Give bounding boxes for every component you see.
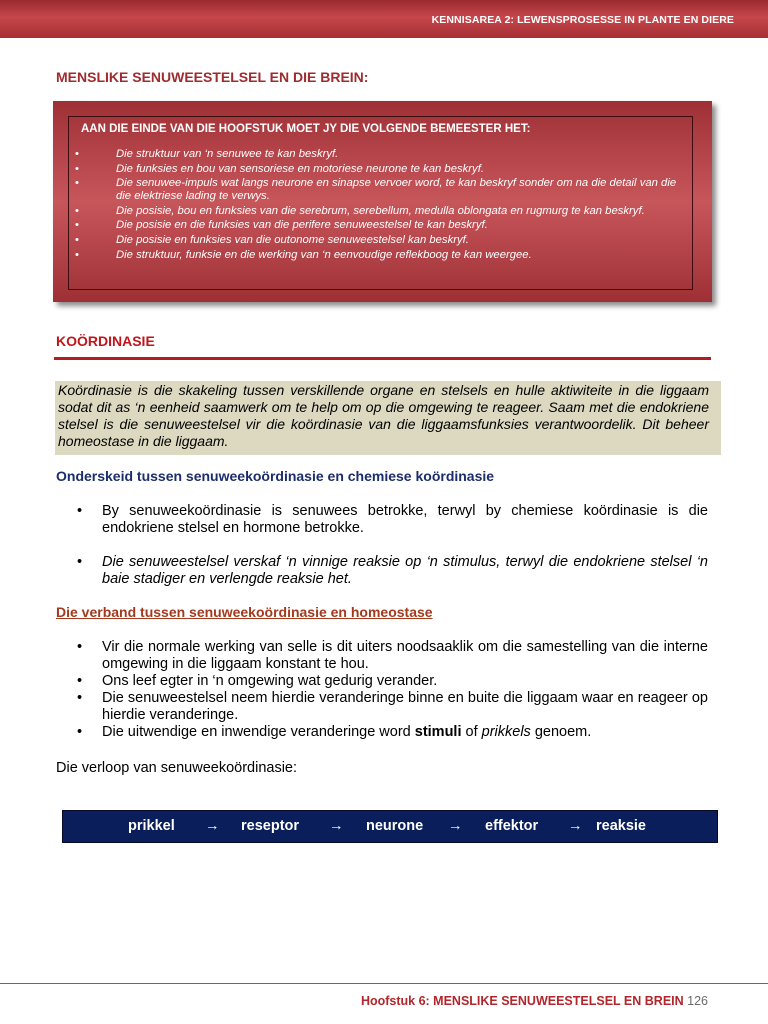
flow-step-reseptor: reseptor: [241, 818, 300, 834]
arrow-right-icon: →: [448, 818, 463, 834]
stimuli-term: stimuli: [414, 724, 462, 740]
homeostasis-list: [77, 639, 708, 741]
bullet-icon: •: [75, 204, 79, 217]
arrow-right-icon: →: [329, 818, 344, 834]
bullet-icon: •: [77, 503, 83, 519]
flow-step-effektor: effektor: [485, 818, 539, 834]
outcome-text: Die posisie en die funksies van die perifere senuweestelsel te kan beskryf.: [116, 219, 488, 232]
bullet-icon: •: [75, 233, 79, 246]
bullet-icon: •: [75, 148, 79, 160]
prikkels-term: prikkels: [481, 724, 531, 740]
bullet-icon: •: [75, 219, 79, 232]
outcome-item: [75, 205, 684, 218]
arrow-right-icon: →: [568, 818, 583, 834]
outcome-text: Die struktuur, funksie en die werking van ‘n eenvoudige reflekboog te kan weergee.: [116, 248, 532, 261]
outcome-text: Die funksies en bou van sensoriese en motoriese neurone te kan beskryf.: [116, 162, 484, 175]
definition-box: [55, 381, 721, 455]
list-item: [77, 503, 708, 537]
list-item-text: Die senuweestelsel verskaf ‘n vinnige reaksie op ‘n stimulus, terwyl die endokriene stelsel ‘n baie stadiger en verlengde reaksie het.: [102, 554, 708, 587]
footer-chapter: Hoofstuk 6: MENSLIKE SENUWEESTELSEL EN BREIN: [360, 994, 684, 1008]
list-item-text: [102, 724, 591, 740]
bullet-icon: •: [77, 554, 83, 570]
footer-divider: [0, 983, 768, 984]
homeostasis-heading: Die verband tussen senuweekoördinasie en homeostase: [56, 604, 433, 620]
bullet-icon: •: [77, 639, 83, 655]
list-item: [77, 724, 708, 741]
list-item: [77, 673, 708, 690]
difference-list: [77, 503, 708, 588]
bullet-icon: •: [77, 724, 83, 740]
outcome-text: Die struktuur van ‘n senuwee te kan beskryf.: [116, 148, 339, 160]
bullet-icon: •: [77, 690, 83, 706]
difference-heading: Onderskeid tussen senuweekoördinasie en chemiese koördinasie: [56, 468, 495, 484]
learning-outcomes-heading: AAN DIE EINDE VAN DIE HOOFSTUK MOET JY DIE VOLGENDE BEMEESTER HET:: [81, 123, 531, 135]
flow-step-neurone: neurone: [366, 818, 424, 834]
footer: [361, 994, 708, 1008]
coordination-flow-bar: [62, 810, 718, 843]
definition-text: Koördinasie is die skakeling tussen verskillende organe en stelsels en hulle aktiwiteite in die liggaam sodat dit as ‘n eenheid saamwerk om te help om op die omgewing te reageer. Saam met die endokriene stelsel is die senuweestelsel vir die koördinasie van die liggaamsfunksies verantwoordelik. Dit beheer homeostase in die liggaam.: [58, 382, 709, 449]
bullet-icon: •: [75, 162, 79, 175]
chapter-title: MENSLIKE SENUWEESTELSEL EN DIE BREIN:: [56, 69, 369, 85]
outcome-text: Die posisie en funksies van die outonome senuweestelsel kan beskryf.: [116, 233, 469, 246]
list-item-text: By senuweekoördinasie is senuwees betrokke, terwyl by chemiese koördinasie is die endokriene stelsel en hormone betrokke.: [102, 503, 708, 536]
page-number: 126: [687, 994, 708, 1008]
outcome-item: [75, 177, 684, 202]
outcome-item: [75, 148, 684, 161]
text-segment: genoem.: [530, 724, 592, 740]
bullet-icon: •: [75, 248, 79, 261]
list-item-text: Vir die normale werking van selle is dit uiters noodsaaklik om die samestelling van die interne omgewing in die liggaam konstant te hou.: [102, 639, 708, 672]
text-segment: Die uitwendige en inwendige veranderinge word: [102, 724, 415, 740]
section-title: KOÖRDINASIE: [56, 333, 155, 349]
arrow-right-icon: →: [205, 818, 220, 834]
learning-outcomes-list: [75, 148, 684, 263]
header-bar: [0, 0, 768, 38]
bullet-icon: •: [75, 177, 79, 190]
flow-step-reaksie: reaksie: [596, 818, 646, 834]
outcome-text: Die senuwee-impuls wat langs neurone en sinapse vervoer word, te kan beskryf sonder om na die detail van die die elektriese lading te verwys.: [116, 177, 677, 202]
outcome-item: [75, 219, 684, 232]
section-divider: [54, 357, 711, 360]
learning-outcomes-box: [53, 101, 712, 302]
list-item: [77, 690, 708, 724]
text-segment: of: [461, 724, 482, 740]
list-item-text: Ons leef egter in ‘n omgewing wat gedurig verander.: [102, 673, 438, 689]
flow-step-prikkel: prikkel: [128, 818, 175, 834]
outcome-text: Die posisie, bou en funksies van die serebrum, serebellum, medulla oblongata en rugmurg te kan beskryf.: [116, 204, 645, 217]
breadcrumb: KENNISAREA 2: LEWENSPROSESSE IN PLANTE EN DIERE: [431, 14, 734, 26]
list-item: [77, 554, 708, 588]
bullet-icon: •: [77, 673, 83, 689]
list-item: [77, 639, 708, 673]
outcome-item: [75, 234, 684, 247]
list-item-text: Die senuweestelsel neem hierdie veranderinge binne en buite die liggaam waar en reageer op hierdie veranderinge.: [102, 690, 708, 723]
learning-outcomes-frame: [68, 116, 693, 290]
outcome-item: [75, 249, 684, 262]
flow-intro: Die verloop van senuweekoördinasie:: [56, 760, 298, 776]
outcome-item: [75, 163, 684, 176]
